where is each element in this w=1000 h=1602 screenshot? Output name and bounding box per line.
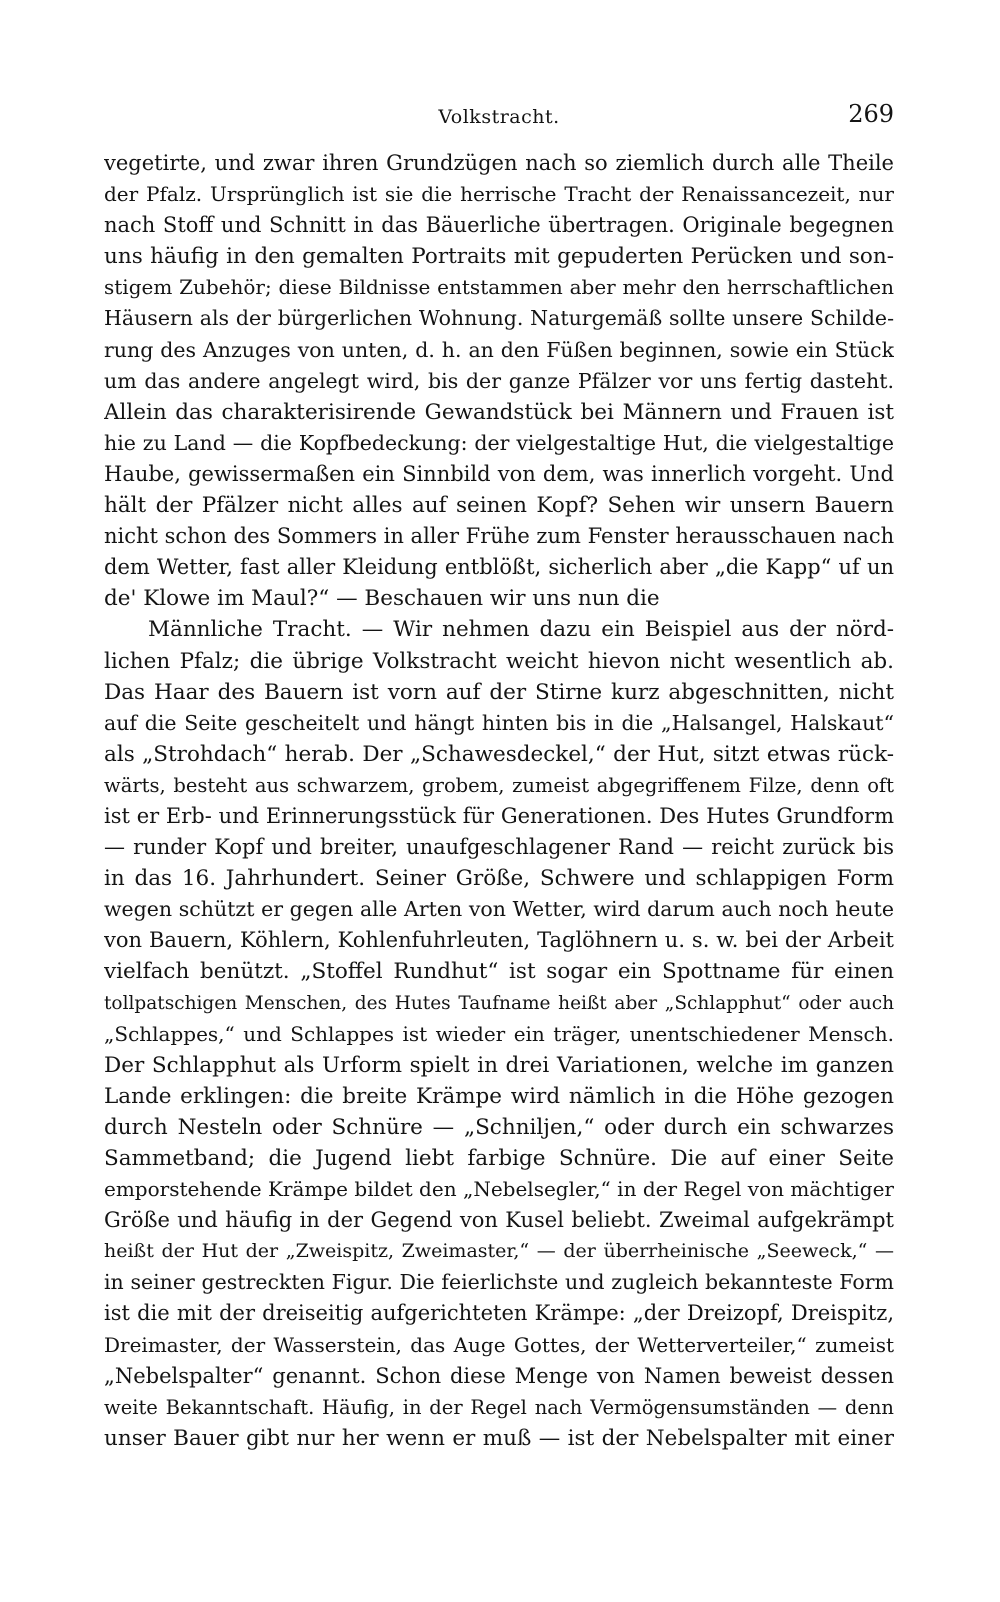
text-line: Sammetband; die Jugend liebt farbige Schnüre. Die auf einer Seite	[104, 1146, 894, 1171]
text-line: stigem Zubehör; diese Bildnisse entstammen aber mehr den herrschaftlichen	[104, 275, 894, 300]
text-line: Häusern als der bürgerlichen Wohnung. Naturgemäß sollte unsere Schilde-	[104, 306, 894, 331]
text-line: Das Haar des Bauern ist vorn auf der Stirne kurz abgeschnitten, nicht	[104, 679, 894, 705]
text-line: hält der Pfälzer nicht alles auf seinen Kopf? Sehen wir unsern Bauern	[104, 493, 894, 519]
body-text	[104, 148, 894, 1454]
text-line: nicht schon des Sommers in aller Frühe zum Fenster herausschauen nach	[104, 524, 894, 549]
text-line: durch Nesteln oder Schnüre — „Schniljen,“ oder durch ein schwarzes	[104, 1114, 894, 1140]
text-line: Größe und häufig in der Gegend von Kusel beliebt. Zweimal aufgekrämpt	[104, 1208, 894, 1233]
text-line: vegetirte, und zwar ihren Grundzügen nach so ziemlich durch alle Theile	[104, 151, 894, 175]
text-line: de' Klowe im Maul?“ — Beschauen wir uns nun die	[104, 586, 660, 612]
text-line: unser Bauer gibt nur her wenn er muß — ist der Nebelspalter mit einer	[104, 1425, 894, 1451]
text-line: um das andere angelegt wird, bis der ganze Pfälzer vor uns fertig dasteht.	[104, 368, 894, 393]
text-line: Haube, gewissermaßen ein Sinnbild von dem, was innerlich vorgeht. Und	[104, 461, 894, 486]
text-line: hie zu Land — die Kopfbedeckung: der vielgestaltige Hut, die vielgestaltige	[104, 430, 894, 455]
text-line: in das 16. Jahrhundert. Seiner Größe, Schwere und schlappigen Form	[104, 866, 894, 892]
text-line: emporstehende Krämpe bildet den „Nebelsegler,“ in der Regel von mächtiger	[104, 1177, 894, 1202]
text-line: lichen Pfalz; die übrige Volkstracht weicht hievon nicht wesentlich ab.	[104, 648, 894, 674]
text-line: Männliche Tracht. — Wir nehmen dazu ein Beispiel aus der nörd-	[148, 617, 894, 643]
text-line: auf die Seite gescheitelt und hängt hinten bis in die „Halsangel, Halskaut“	[104, 710, 894, 735]
text-line: wärts, besteht aus schwarzem, grobem, zumeist abgegriffenem Filze, denn oft	[104, 773, 894, 797]
text-line: „Schlappes,“ und Schlappes ist wieder ein träger, unentschiedener Mensch.	[104, 1021, 894, 1046]
text-line: von Bauern, Köhlern, Kohlenfuhrleuten, Taglöhnern u. s. w. bei der Arbeit	[104, 928, 894, 953]
text-line: uns häufig in den gemalten Portraits mit gepuderten Perücken und son-	[104, 244, 894, 270]
text-line: weite Bekanntschaft. Häufig, in der Regel nach Vermögensumständen — denn	[104, 1395, 894, 1419]
running-head	[104, 98, 894, 134]
text-line: ist er Erb- und Erinnerungsstück für Generationen. Des Hutes Grundform	[104, 803, 894, 828]
text-line: wegen schützt er gegen alle Arten von Wetter, wird darum auch noch heute	[104, 897, 894, 922]
text-line: in seiner gestreckten Figur. Die feierlichste und zugleich bekannteste Form	[104, 1270, 894, 1295]
text-line: heißt der Hut der „Zweispitz, Zweimaster,“ — der überrheinische „Seeweck,“ —	[104, 1240, 894, 1263]
text-line: — runder Kopf und breiter, unaufgeschlagener Rand — reicht zurück bis	[104, 835, 894, 860]
text-line: Dreimaster, der Wasserstein, das Auge Gottes, der Wetterverteiler,“ zumeist	[104, 1332, 894, 1357]
page-number: 269	[848, 100, 894, 128]
text-line: rung des Anzuges von unten, d. h. an den Füßen beginnen, sowie ein Stück	[104, 337, 894, 362]
running-title: Volkstracht.	[438, 106, 560, 128]
text-line: der Pfalz. Ursprünglich ist sie die herrische Tracht der Renaissancezeit, nur	[104, 182, 894, 207]
text-line: Allein das charakterisirende Gewandstück bei Männern und Frauen ist	[104, 399, 894, 425]
text-line: nach Stoff und Schnitt in das Bäuerliche übertragen. Originale begegnen	[104, 213, 894, 238]
text-line: Lande erklingen: die breite Krämpe wird nämlich in die Höhe gezogen	[104, 1083, 894, 1109]
text-line: Der Schlapphut als Urform spielt in drei Variationen, welche im ganzen	[104, 1052, 894, 1078]
text-line: vielfach benützt. „Stoffel Rundhut“ ist sogar ein Spottname für einen	[104, 959, 894, 985]
text-line: tollpatschigen Menschen, des Hutes Taufname heißt aber „Schlapphut“ oder auch	[104, 992, 894, 1014]
text-line: „Nebelspalter“ genannt. Schon diese Menge von Namen beweist dessen	[104, 1363, 894, 1388]
text-line: ist die mit der dreiseitig aufgerichteten Krämpe: „der Dreizopf, Dreispitz,	[104, 1301, 894, 1326]
text-line: dem Wetter, fast aller Kleidung entblößt, sicherlich aber „die Kapp“ uf un	[104, 555, 894, 580]
text-line: als „Strohdach“ herab. Der „Schawesdeckel,“ der Hut, sitzt etwas rück-	[104, 741, 894, 767]
